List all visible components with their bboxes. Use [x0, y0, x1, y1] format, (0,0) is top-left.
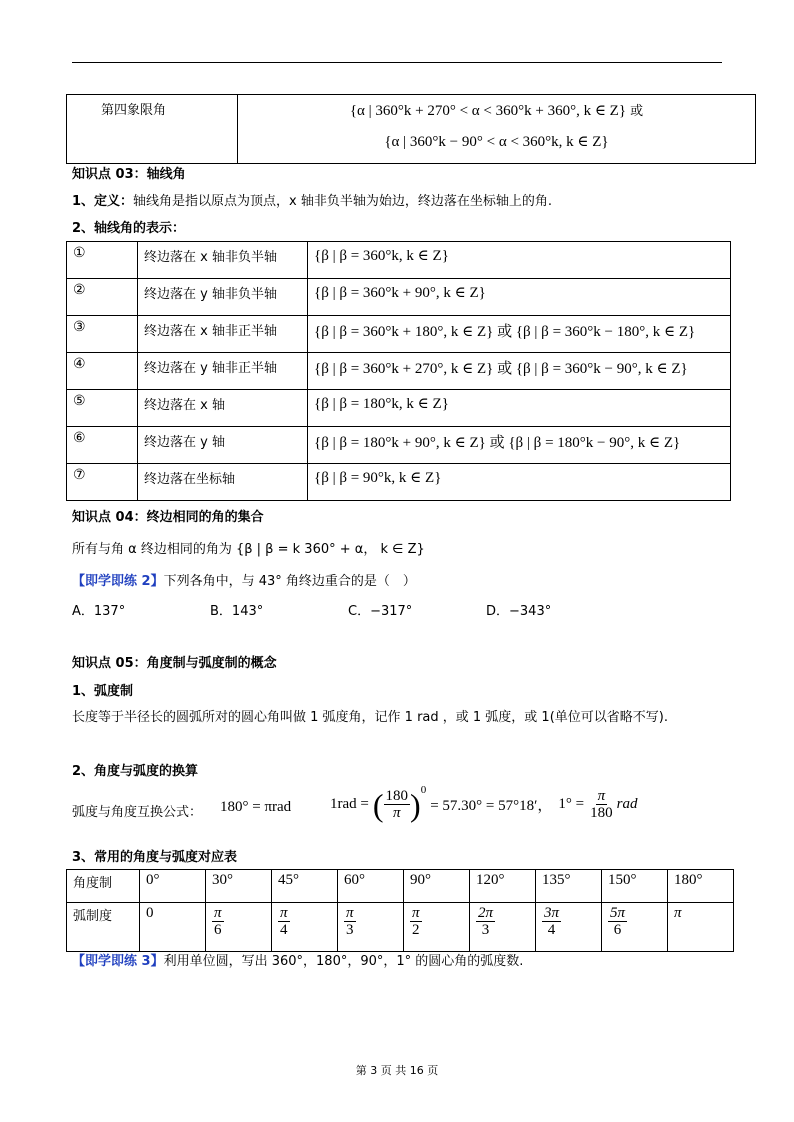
- degree-cell: 60°: [338, 870, 404, 903]
- axis-table-row: [67, 242, 731, 279]
- radian-value: 0: [146, 905, 154, 921]
- formula-1deg-right: rad: [616, 796, 638, 812]
- axis-angle-table: [66, 241, 731, 501]
- radian-numerator: 2π: [478, 905, 494, 921]
- axis-table-row: [67, 316, 731, 353]
- axis-row-description: 终边落在 x 轴: [138, 390, 308, 427]
- exercise3-tag: 【即学即练 3】: [72, 954, 164, 969]
- quadrant-formula-line1: {α | 360°k + 270° < α < 360°k + 360°, k ∈ Z}: [349, 103, 627, 119]
- degree-cell: 45°: [272, 870, 338, 903]
- kp05-sub2: 2、角度与弧度的换算: [72, 764, 199, 779]
- axis-row-description: 终边落在 y 轴非负半轴: [138, 279, 308, 316]
- kp03-definition: [72, 190, 552, 209]
- axis-row-description: 终边落在 x 轴非正半轴: [138, 316, 308, 353]
- formula-1rad-den: π: [393, 805, 401, 821]
- radian-cell: [404, 903, 470, 952]
- radian-cell: [470, 903, 536, 952]
- quadrant-formula-line2: {α | 360°k − 90° < α < 360°k, k ∈ Z}: [384, 134, 609, 150]
- radian-fraction: [410, 905, 422, 938]
- kp05-heading: 知识点 05：角度制与弧度制的概念: [72, 656, 277, 671]
- axis-row-number: ⑥: [67, 427, 138, 464]
- paren-right: ): [410, 786, 421, 823]
- radian-cell: [338, 903, 404, 952]
- radian-cell: [140, 903, 206, 952]
- axis-row-number: ①: [67, 242, 138, 279]
- axis-table-row: [67, 464, 731, 501]
- radian-denominator: 3: [481, 922, 490, 938]
- kp03-def-label: 1、定义：: [72, 194, 134, 209]
- radian-fraction: [608, 905, 627, 938]
- formula-label: 弧度与角度互换公式：: [72, 805, 203, 820]
- exercise3: [72, 950, 523, 969]
- axis-table-row: [67, 427, 731, 464]
- exercise3-text: 利用单位圆，写出 360°，180°，90°，1° 的圆心角的弧度数.: [163, 954, 524, 969]
- kp03-rep-label: 2、轴线角的表示：: [72, 221, 186, 236]
- exercise2-option-d: D．−343°: [486, 604, 552, 619]
- radian-fraction: [344, 905, 356, 938]
- axis-row-formula: {β | β = 360°k + 270°, k ∈ Z} 或 {β | β = 360°k − 90°, k ∈ Z}: [308, 353, 731, 390]
- radian-numerator: π: [346, 905, 354, 921]
- formula-1deg-num: π: [597, 788, 606, 804]
- formula-1rad-fraction: [384, 788, 411, 821]
- degree-cell: 90°: [404, 870, 470, 903]
- radian-numerator: 3π: [544, 905, 560, 921]
- axis-row-number: ④: [67, 353, 138, 390]
- axis-row-formula: {β | β = 180°k, k ∈ Z}: [308, 390, 731, 427]
- radian-cell: [206, 903, 272, 952]
- radian-fraction: [476, 905, 495, 938]
- kp05-sub1-text: 长度等于半径长的圆弧所对的圆心角叫做 1 弧度角，记作 1 rad ，或 1 弧度，或 1(单位可以省略不写).: [72, 710, 668, 725]
- degree-cell: 0°: [140, 870, 206, 903]
- radian-fraction: [212, 905, 224, 938]
- axis-row-number: ⑤: [67, 390, 138, 427]
- degree-cell: 120°: [470, 870, 536, 903]
- quadrant-label: 第四象限角: [67, 95, 238, 164]
- page-footer: 第 3 页 共 16 页: [355, 1064, 439, 1077]
- degree-cell: 180°: [668, 870, 734, 903]
- degree-radian-table: [66, 869, 734, 952]
- radian-numerator: π: [280, 905, 288, 921]
- formula-1rad-num: 180: [385, 788, 409, 804]
- kp03-def-text: 轴线角是指以原点为顶点，x 轴非负半轴为始边，终边落在坐标轴上的角.: [133, 194, 553, 209]
- formula-1rad: [330, 784, 638, 823]
- header-rule: [72, 62, 722, 63]
- axis-table-row: [67, 279, 731, 316]
- exercise2-option-b: B．143°: [210, 604, 264, 619]
- axis-row-formula: {β | β = 180°k + 90°, k ∈ Z} 或 {β | β = 180°k − 90°, k ∈ Z}: [308, 427, 731, 464]
- radian-cell: [668, 903, 734, 952]
- axis-table-row: [67, 390, 731, 427]
- formula-1deg-left: 1° =: [558, 796, 585, 812]
- kp03-heading: 知识点 03：轴线角: [72, 167, 186, 182]
- formula-1deg-den: 180: [590, 805, 613, 821]
- axis-row-description: 终边落在 x 轴非负半轴: [138, 242, 308, 279]
- radian-cell: [536, 903, 602, 952]
- radian-fraction: [542, 905, 561, 938]
- axis-row-formula: {β | β = 360°k + 180°, k ∈ Z} 或 {β | β = 360°k − 180°, k ∈ Z}: [308, 316, 731, 353]
- degree-cell: 30°: [206, 870, 272, 903]
- radian-denominator: 6: [214, 922, 222, 938]
- axis-row-number: ②: [67, 279, 138, 316]
- conv-row1-label: 角度制: [67, 870, 140, 903]
- conv-row2-label: 弧制度: [67, 903, 140, 952]
- formula-1rad-exp: 0: [420, 784, 427, 796]
- axis-row-number: ③: [67, 316, 138, 353]
- exercise2-text: 下列各角中，与 43° 角终边重合的是（ ）: [163, 574, 416, 589]
- radian-numerator: π: [412, 905, 420, 921]
- formula-1rad-left: 1rad =: [330, 796, 369, 812]
- axis-row-formula: {β | β = 90°k, k ∈ Z}: [308, 464, 731, 501]
- kp05-sub1: 1、弧度制: [72, 684, 134, 699]
- radian-denominator: 6: [613, 922, 622, 938]
- formula-1deg-fraction: [588, 788, 615, 821]
- radian-numerator: 5π: [610, 905, 626, 921]
- kp05-sub3: 3、常用的角度与弧度对应表: [72, 850, 238, 865]
- paren-left: (: [372, 786, 384, 823]
- radian-numerator: π: [214, 905, 222, 921]
- exercise2: [72, 570, 416, 589]
- kp04-text: 所有与角 α 终边相同的角为 {β | β = k 360° + α， k ∈ Z}: [72, 542, 425, 557]
- kp04-heading: 知识点 04：终边相同的角的集合: [72, 510, 264, 525]
- axis-row-description: 终边落在坐标轴: [138, 464, 308, 501]
- radian-denominator: 4: [547, 922, 556, 938]
- quadrant-or: 或: [630, 104, 644, 119]
- axis-row-description: 终边落在 y 轴: [138, 427, 308, 464]
- exercise2-option-a: A．137°: [72, 604, 126, 619]
- degree-cell: 135°: [536, 870, 602, 903]
- quadrant-table: [66, 94, 756, 164]
- exercise2-tag: 【即学即练 2】: [72, 574, 164, 589]
- axis-row-formula: {β | β = 360°k + 90°, k ∈ Z}: [308, 279, 731, 316]
- radian-cell: [602, 903, 668, 952]
- radian-fraction: [278, 905, 290, 938]
- quadrant-formula: [238, 95, 756, 164]
- axis-row-formula: {β | β = 360°k, k ∈ Z}: [308, 242, 731, 279]
- axis-row-description: 终边落在 y 轴非正半轴: [138, 353, 308, 390]
- radian-denominator: 2: [412, 922, 420, 938]
- exercise2-option-c: C．−317°: [348, 604, 413, 619]
- formula-1rad-right: = 57.30° = 57°18′，: [430, 798, 553, 814]
- formula-180-pi: 180° = πrad: [220, 799, 292, 815]
- radian-denominator: 3: [346, 922, 354, 938]
- axis-row-number: ⑦: [67, 464, 138, 501]
- radian-cell: [272, 903, 338, 952]
- radian-denominator: 4: [280, 922, 288, 938]
- radian-value: π: [674, 905, 682, 921]
- degree-cell: 150°: [602, 870, 668, 903]
- axis-table-row: [67, 353, 731, 390]
